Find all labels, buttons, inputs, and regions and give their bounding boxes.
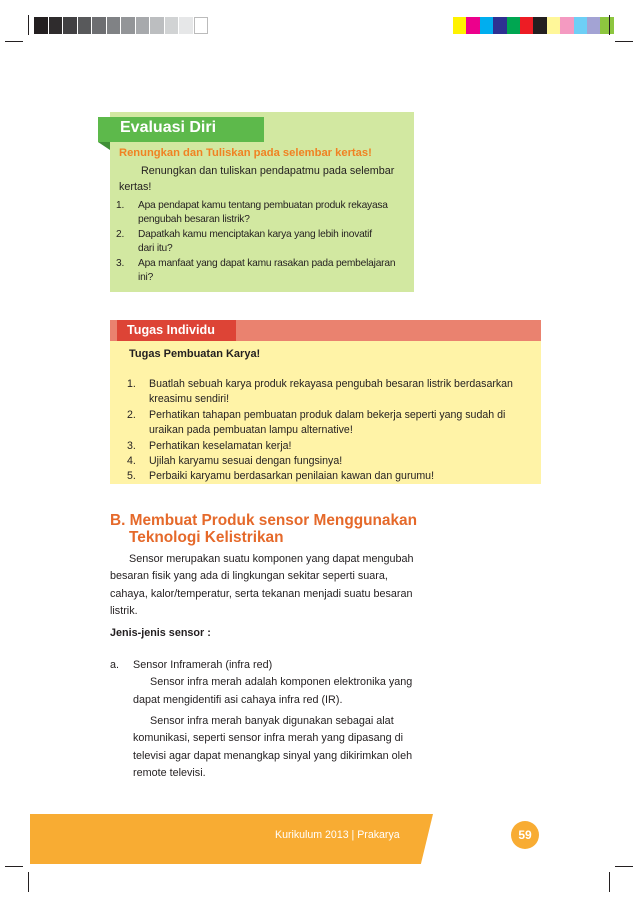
list-item	[116, 228, 408, 257]
tugas-task-list	[127, 377, 537, 485]
text-line: listrik.	[110, 604, 138, 617]
intro-paragraph	[110, 551, 418, 620]
item-text: Ujilah karyamu sesuai dengan fungsinya!	[149, 455, 343, 468]
text-line: besaran fisik yang ada di lingkungan sekitar seperti suara,	[110, 570, 388, 583]
instruction-line: Renungkan dan tuliskan pendapatmu pada selembar	[141, 165, 395, 177]
item-text: pengubah besaran listrik?	[138, 214, 250, 226]
text-line: televisi agar dapat menangkap sinyal yang dikirimkan oleh	[133, 749, 413, 762]
list-item	[127, 439, 537, 454]
grayscale-calibration-bar	[34, 17, 208, 34]
item-number: 3.	[116, 257, 125, 269]
item-text: Apa pendapat kamu tentang pembuatan produk rekayasa	[138, 200, 388, 211]
item-title: Sensor Inframerah (infra red)	[133, 659, 273, 671]
item-text: Perbaiki karyamu berdasarkan penilaian kawan dan gurumu!	[149, 470, 435, 483]
crop-mark	[28, 15, 29, 35]
heading-line: B. Membuat Produk sensor Menggunakan	[110, 512, 418, 529]
list-item	[127, 408, 537, 439]
item-number: 3.	[127, 439, 136, 452]
item-text: uraikan pada pembuatan lampu alternative!	[149, 424, 353, 437]
evaluasi-diri-instruction	[119, 163, 407, 195]
crop-mark	[5, 41, 23, 42]
list-item	[127, 469, 537, 484]
heading-line: Teknologi Kelistrikan	[129, 529, 284, 546]
section-heading	[110, 512, 440, 546]
item-number: 5.	[127, 470, 136, 483]
crop-mark	[5, 866, 23, 867]
crop-mark	[615, 41, 633, 42]
crop-mark	[615, 866, 633, 867]
item-number: 2.	[127, 408, 136, 421]
evaluasi-diri-subtitle: Renungkan dan Tuliskan pada selembar kertas!	[119, 147, 372, 159]
crop-mark	[609, 15, 610, 35]
text-line: komunikasi, seperti sensor infra merah yang dipasang di	[133, 732, 404, 745]
text-line: Sensor infra merah adalah komponen elektronika yang	[150, 676, 413, 689]
list-item	[127, 377, 537, 408]
list-item	[116, 199, 408, 228]
sensor-item-a	[110, 657, 418, 709]
instruction-line: kertas!	[119, 181, 152, 193]
item-text: Perhatikan tahapan pembuatan produk dalam bekerja seperti yang sudah di	[149, 408, 506, 421]
item-number: 2.	[116, 228, 125, 240]
item-text: kreasimu sendiri!	[149, 393, 230, 406]
tugas-individu-title: Tugas Individu	[127, 323, 215, 337]
text-line: dapat mengidentifi asi cahaya infra red (IR).	[133, 693, 343, 706]
item-text: Apa manfaat yang dapat kamu rasakan pada pembelajaran	[138, 257, 396, 269]
item-text: dari itu?	[138, 243, 173, 255]
crop-mark	[609, 872, 610, 892]
text-line: remote televisi.	[133, 766, 206, 779]
jenis-sensor-label: Jenis-jenis sensor :	[110, 627, 211, 639]
item-number: 1.	[127, 378, 136, 390]
color-calibration-bar	[453, 17, 614, 34]
tab-fold-shape	[98, 142, 110, 150]
item-number: 1.	[116, 200, 125, 211]
tugas-individu-subtitle: Tugas Pembuatan Karya!	[129, 348, 261, 360]
item-text: Dapatkah kamu menciptakan karya yang lebih inovatif	[138, 228, 372, 240]
crop-mark	[28, 872, 29, 892]
list-item	[127, 454, 537, 469]
page-number: 59	[511, 821, 539, 849]
evaluasi-question-list	[116, 199, 408, 285]
item-text: ini?	[138, 272, 154, 284]
item-letter: a.	[110, 659, 120, 671]
text-line: cahaya, kalor/temperatur, serta tekanan menjadi suatu besaran	[110, 587, 413, 600]
text-line: Sensor infra merah banyak digunakan sebagai alat	[150, 715, 394, 727]
evaluasi-diri-title: Evaluasi Diri	[120, 119, 217, 136]
item-text: Perhatikan keselamatan kerja!	[149, 439, 292, 452]
item-number: 4.	[127, 455, 136, 468]
item-heading-row	[110, 657, 418, 674]
item-text: Buatlah sebuah karya produk rekayasa pengubah besaran listrik berdasarkan	[149, 378, 513, 390]
sensor-item-a-paragraph	[133, 713, 418, 782]
footer-text: Kurikulum 2013 | Prakarya	[275, 829, 400, 841]
list-item	[116, 257, 408, 286]
text-line: Sensor merupakan suatu komponen yang dapat mengubah	[129, 553, 414, 565]
